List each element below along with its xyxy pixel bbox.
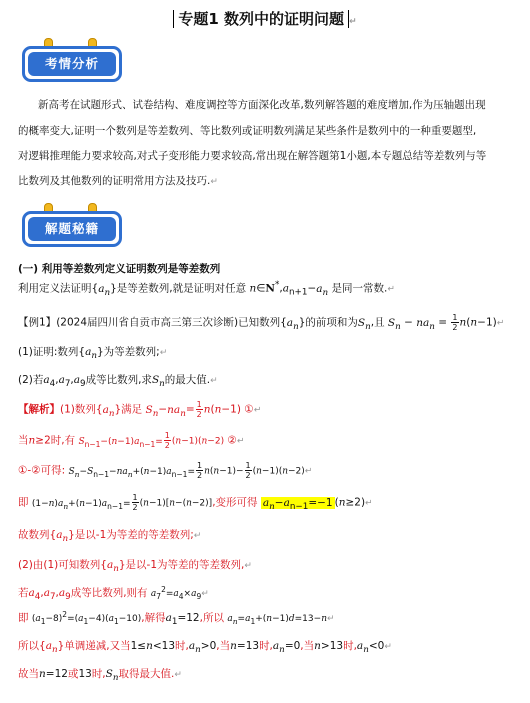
solution-step-5: 故数列$\{a_n\}$是以-1为等差的等差数列;↵: [18, 529, 202, 545]
solution-step-1: 【解析】(1)数列$\{a_n\}$满足 $S_n-na_n=$ $\frac{1}{2}$ n(n−1) ①↵: [18, 400, 262, 419]
method-text: 利用定义法证明$\{a_n\}$是等差数列,就是证明对任意 $n\in N^*,a_{n+1}-a_n$ 是同一常数.↵: [18, 280, 395, 298]
method-heading: (一) 利用等差数列定义证明数列是等差数列: [18, 263, 221, 275]
solution-step-7: 若$a_4,a_7,a_9$成等比数列,则有 $a_7^2=a_4\times a_9↵$: [18, 585, 209, 603]
solution-step-2: 当n≥2时,有 $S_{n-1}-(n-1)a_{n-1}=$ $\frac{1}{2}$ (n−1)(n−2) ②↵: [18, 431, 245, 450]
example-statement: 【例1】(2024届四川省自贡市高三第三次诊断)已知数列$\{a_n\}$的前项和为$S_n$,且 $S_n - na_n$ = $\frac{1}{2}$ n(n−1)↵: [18, 313, 505, 332]
section-badge-analysis: 考情分析: [18, 38, 122, 80]
page-title: 专题1 数列中的证明问题 ↵: [0, 8, 530, 29]
intro-line-3: 对逻辑推理能力要求较高,对式子变形能力要求较高,常出现在解答题第1小题,本专题总结等差数列与等: [18, 150, 487, 162]
solution-step-8: 即 $(a_1-8)^2=(a_1-4)(a_1-10)$,解得$a_1=12$,所以 $a_n=a_1+(n-1)d=13-n↵$: [18, 610, 335, 628]
question-1: (1)证明:数列$\{a_n\}$为等差数列;↵: [18, 346, 168, 362]
solution-step-9: 所以$\{a_n\}$单调递减,又当1≤n<13时$,a_n>0$,当n=13时$,a_n=0$,当n>13时$,a_n<0↵$: [18, 640, 392, 656]
solution-step-3: ①-②可得: $S_n-S_{n-1}-na_n+(n-1)a_{n-1}=$ $\frac{1}{2}$ n(n−1)− $\frac{1}{2}$ (n−1)(n−2)↵: [18, 461, 313, 480]
intro-line-1: 新高考在试题形式、试卷结构、难度调控等方面深化改革,数列解答题的难度增加,作为压轴题出现: [38, 99, 486, 111]
question-2: (2)若$a_4,a_7,a_9$成等比数列,求$S_n$的最大值.↵: [18, 374, 218, 390]
intro-line-4: 比数列及其他数列的证明常用方法及技巧.↵: [18, 175, 218, 187]
solution-step-6: (2)由(1)可知数列$\{a_n\}$是以-1为等差的等差数列,↵: [18, 559, 252, 575]
section-badge-tips: 解题秘籍: [18, 203, 122, 245]
intro-line-2: 的概率变大,证明一个数列是等差数列、等比数列或证明数列满足某些条件是数列中的一种重要题型,: [18, 125, 477, 137]
solution-step-10: 故当n=12或13时$,S_n$取得最大值.↵: [18, 668, 182, 684]
solution-step-4: 即 $(1-n)a_n+(n-1)a_{n-1}=$ $\frac{1}{2}$ (n−1)[n−(n−2)],变形可得 $a_n-a_{n-1}=-1$ (n≥2)↵: [18, 493, 373, 512]
